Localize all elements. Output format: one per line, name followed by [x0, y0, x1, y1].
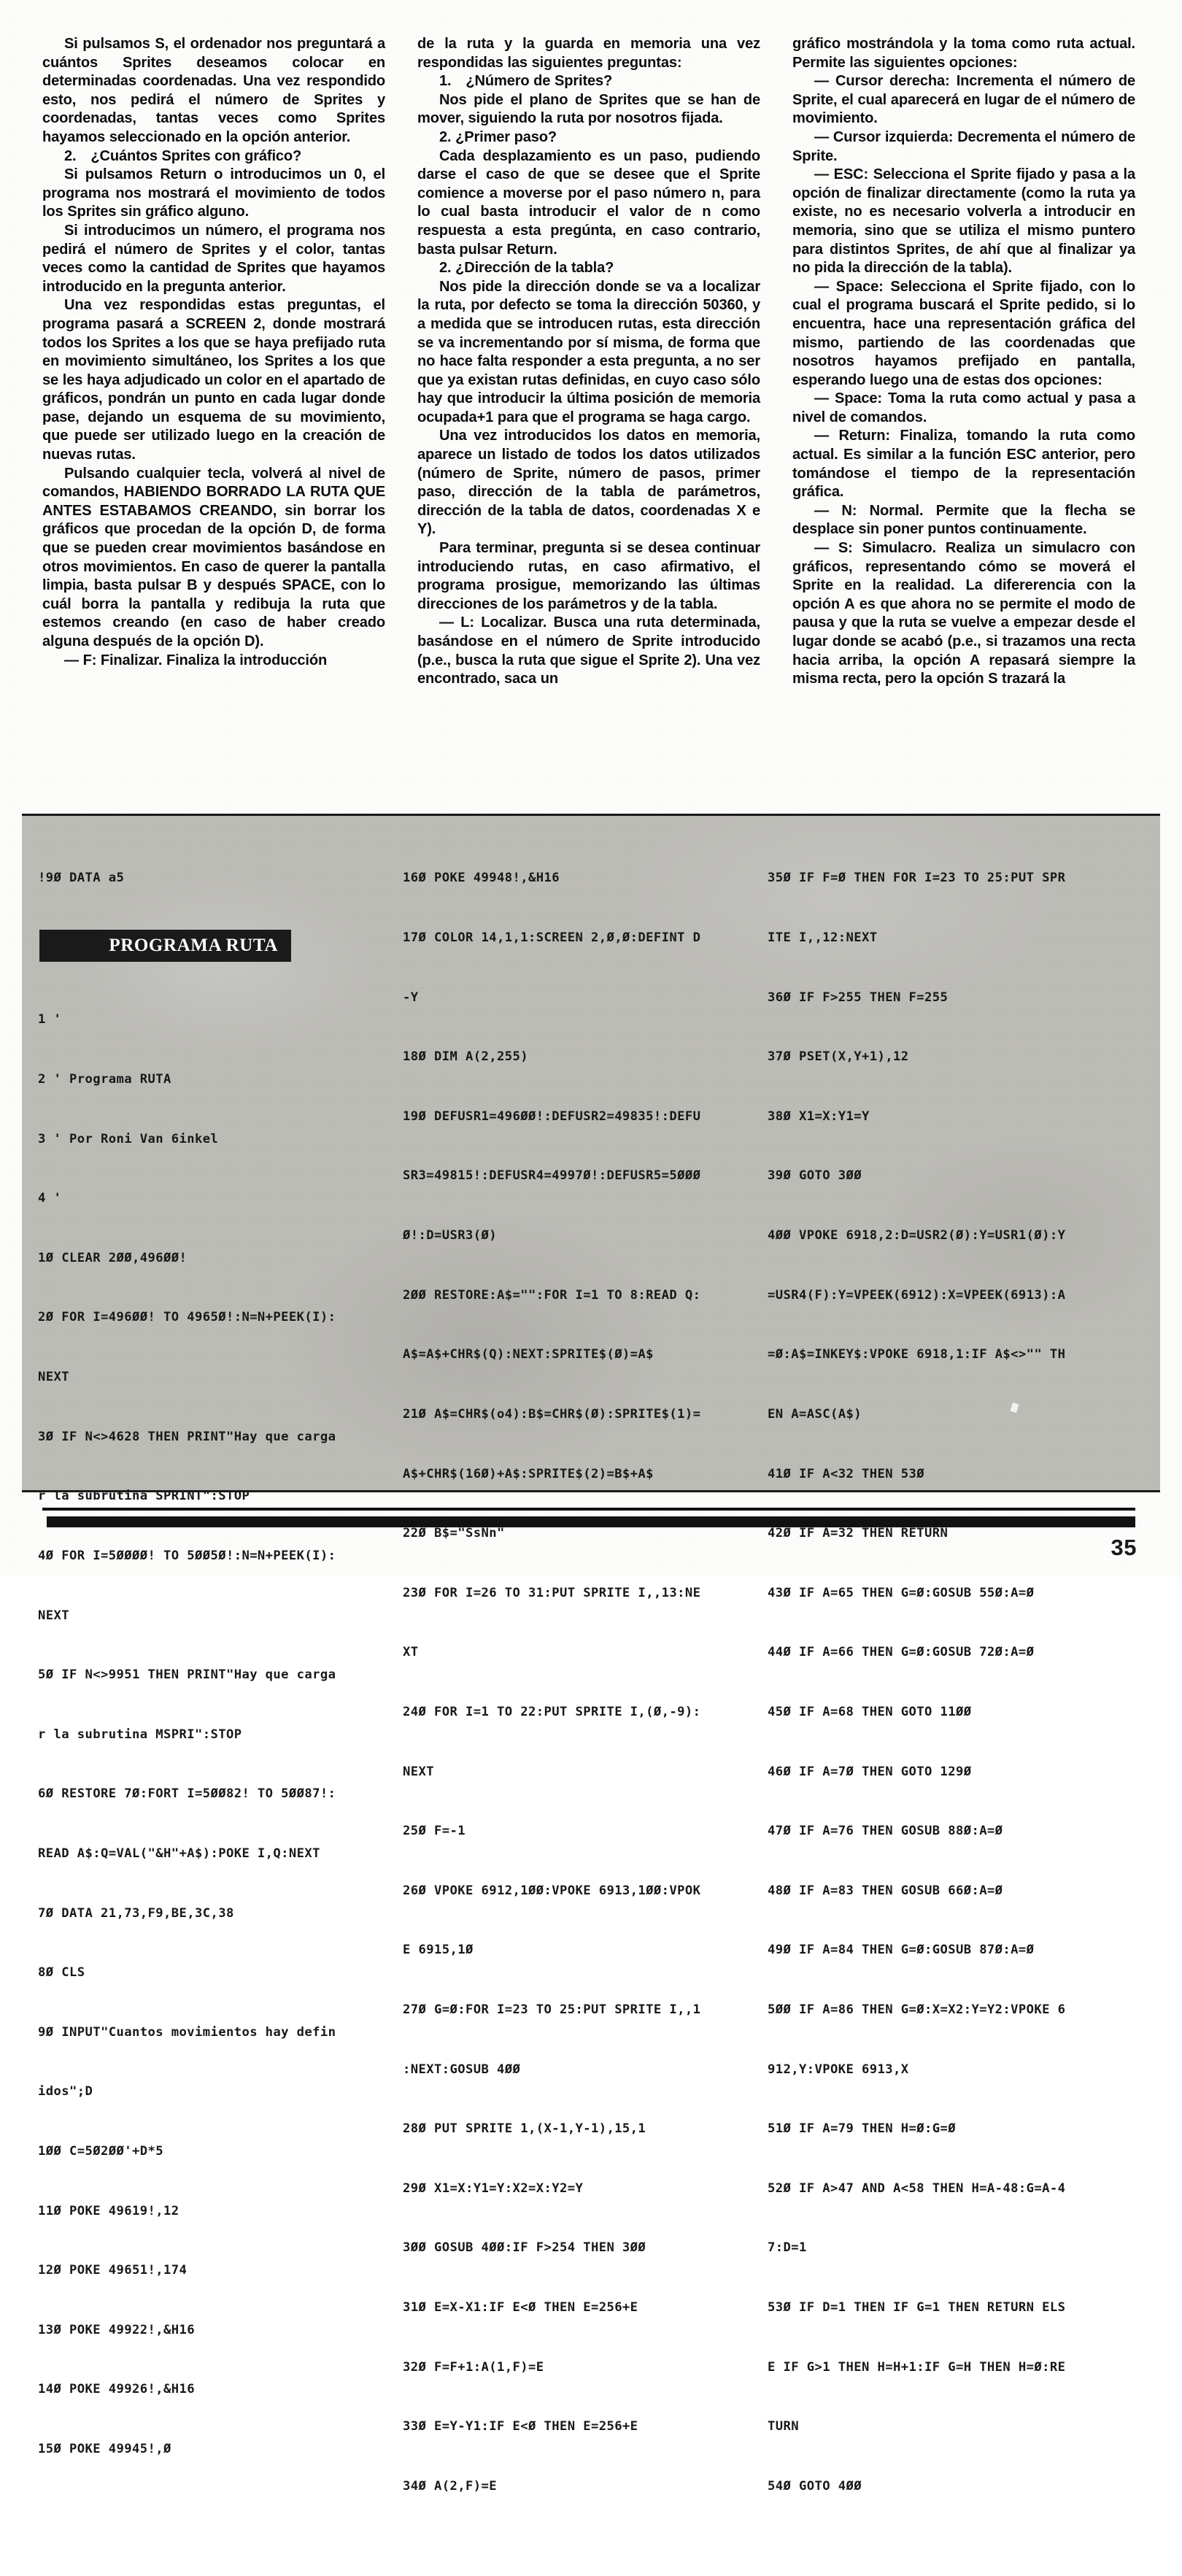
- code-line: SR3=49815!:DEFUSR4=4997Ø!:DEFUSR5=5ØØØ: [403, 1168, 701, 1184]
- code-line: A$=A$+CHR$(Q):NEXT:SPRITE$(Ø)=A$: [403, 1347, 654, 1362]
- code-line: 24Ø FOR I=1 TO 22:PUT SPRITE I,(Ø,-9):: [403, 1704, 701, 1719]
- code-line: A$+CHR$(16Ø)+A$:SPRITE$(2)=B$+A$: [403, 1466, 654, 1481]
- paragraph: 1. ¿Número de Sprites?: [439, 73, 613, 90]
- code-line: READ A$:Q=VAL("&H"+A$):POKE I,Q:NEXT: [38, 1846, 320, 1861]
- paragraph: — L: Localizar. Busca una ruta determinada, basándose en el número de Sprite introducido (p.e., busca la ruta que sigue el Sprite 2). Una vez encontrado, saca un: [417, 614, 760, 687]
- code-line: 17Ø COLOR 14,1,1:SCREEN 2,Ø,Ø:DEFINT D: [403, 930, 701, 946]
- code-columns: [22, 816, 1160, 2494]
- code-line: 32Ø F=F+1:A(1,F)=E: [403, 2359, 544, 2375]
- paragraph: Nos pide el plano de Sprites que se han de mover, siguiendo la ruta por nosotros fijada.: [417, 91, 760, 127]
- code-column-1: [38, 829, 403, 2457]
- code-line: 14Ø POKE 49926!,&H16: [38, 2382, 195, 2397]
- code-line: 25Ø F=-1: [403, 1824, 466, 1839]
- paragraph: Para terminar, pregunta si se desea continuar introduciendo rutas, en caso afirmativo, el programa prosigue, memorizando las últimas direcciones de los parámetros y de la tabla.: [417, 540, 760, 612]
- code-line: 21Ø A$=CHR$(o4):B$=CHR$(Ø):SPRITE$(1)=: [403, 1406, 701, 1422]
- paragraph: — Space: Selecciona el Sprite fijado, con lo cual el programa buscará el Sprite pedido, si lo encuentra, hace una representación gráfica del mismo, partiendo de las coordenadas que nosotros hayamos prefijado en pantalla, esperando luego una de estas dos opciones:: [792, 278, 1135, 388]
- code-line: ITE I,,12:NEXT: [768, 930, 878, 946]
- code-line: 42Ø IF A=32 THEN RETURN: [768, 1526, 949, 1541]
- paragraph: 2. ¿Cuántos Sprites con gráfico?: [64, 147, 302, 164]
- code-line: =USR4(F):Y=VPEEK(6912):X=VPEEK(6913):A: [768, 1287, 1066, 1303]
- code-line: idos";D: [38, 2084, 93, 2099]
- paragraph: — ESC: Selecciona el Sprite fijado y pasa a la opción de finalizar directamente (como la ruta ya existe, no es necesario volverla a introducir en memoria, sino que se utiliza el mismo puntero para distintos Sprites, de ahí que al finalizar ya no pida la dirección de la tabla).: [792, 166, 1135, 277]
- code-line: 19Ø DEFUSR1=496ØØ!:DEFUSR2=49835!:DEFU: [403, 1108, 701, 1124]
- code-line: 43Ø IF A=65 THEN G=Ø:GOSUB 55Ø:A=Ø: [768, 1585, 1035, 1600]
- code-line: :NEXT:GOSUB 4ØØ: [403, 2062, 521, 2077]
- code-column-2: [403, 829, 768, 2494]
- paragraph: Si introducimos un número, el programa nos pedirá el número de Sprites y el color, tantas veces como la cantidad de Sprites que hayamos introducido en la pregunta anterior.: [42, 222, 385, 295]
- code-line: 22Ø B$="SsNn": [403, 1526, 505, 1541]
- code-line: 45Ø IF A=68 THEN GOTO 11ØØ: [768, 1704, 972, 1719]
- code-line: 9Ø INPUT"Cuantos movimientos hay defin: [38, 2024, 336, 2040]
- code-line: 38Ø X1=X:Y1=Y: [768, 1108, 870, 1124]
- paragraph: Si pulsamos S, el ordenador nos preguntará a cuántos Sprites deseamos colocar en determinadas coordenadas. Una vez respondido esto, nos pedirá el número de Sprites y coordenadas, tantas veces como Sprites hayamos seleccionado en la opción anterior.: [42, 36, 385, 145]
- code-line: 15Ø POKE 49945!,Ø: [38, 2442, 171, 2457]
- code-line: 29Ø X1=X:Y1=Y:X2=X:Y2=Y: [403, 2180, 584, 2196]
- paragraph: Pulsando cualquier tecla, volverá al nivel de comandos, HABIENDO BORRADO LA RUTA QUE ANTES ESTABAMOS CREANDO, sin borrar los gráficos que procedan de la opción D, de forma que se pueden crear movimientos basándose en otros movimientos. En caso de querer la pantalla limpia, basta pulsar B y después SPACE, con lo cuál borra la pantalla y redibuja la ruta que estemos creando (en caso de haber creado alguna después de la opción D).: [42, 465, 385, 649]
- code-line: 5ØØ IF A=86 THEN G=Ø:X=X2:Y=Y2:VPOKE 6: [768, 2002, 1066, 2017]
- code-line: =Ø:A$=INKEY$:VPOKE 6918,1:IF A$<>"" TH: [768, 1347, 1066, 1362]
- code-line: 5Ø IF N<>9951 THEN PRINT"Hay que carga: [38, 1667, 336, 1683]
- paragraph: — F: Finalizar. Finaliza la introducción: [64, 652, 328, 668]
- code-line: XT: [403, 1645, 419, 1660]
- page-number: 35: [1110, 1535, 1137, 1560]
- paragraph: — Return: Finaliza, tomando la ruta como actual. Es similar a la función ESC anterior, pero tomándose el tiempo de la representación gráfica.: [792, 428, 1135, 501]
- code-line: 1 ': [38, 1012, 62, 1027]
- code-line: 49Ø IF A=84 THEN G=Ø:GOSUB 87Ø:A=Ø: [768, 1943, 1035, 1958]
- code-line: 52Ø IF A>47 AND A<58 THEN H=A-48:G=A-4: [768, 2180, 1066, 2196]
- code-line: r la subrutina MSPRI":STOP: [38, 1727, 242, 1742]
- code-line: 28Ø PUT SPRITE 1,(X-1,Y-1),15,1: [403, 2121, 646, 2137]
- code-line: 39Ø GOTO 3ØØ: [768, 1168, 862, 1184]
- code-line: EN A=ASC(A$): [768, 1406, 862, 1422]
- code-line: 8Ø CLS: [38, 1965, 85, 1981]
- code-line: 34Ø A(2,F)=E: [403, 2478, 497, 2494]
- paragraph: de la ruta y la guarda en memoria una vez respondidas las siguientes preguntas:: [417, 36, 760, 71]
- article-body: [42, 35, 1137, 779]
- code-line: !9Ø DATA a5: [38, 871, 125, 886]
- code-line: 4Ø FOR I=5ØØØØ! TO 5ØØ5Ø!:N=N+PEEK(I):: [38, 1548, 336, 1563]
- code-line: 12Ø POKE 49651!,174: [38, 2263, 188, 2278]
- code-line: 4ØØ VPOKE 6918,2:D=USR2(Ø):Y=USR1(Ø):Y: [768, 1228, 1066, 1243]
- code-line: NEXT: [403, 1764, 434, 1779]
- program-title-bar: [39, 930, 291, 962]
- code-line: 33Ø E=Y-Y1:IF E<Ø THEN E=256+E: [403, 2419, 638, 2434]
- code-line: -Y: [403, 990, 419, 1005]
- code-line: 3Ø IF N<>4628 THEN PRINT"Hay que carga: [38, 1429, 336, 1444]
- code-line: TURN: [768, 2419, 799, 2434]
- program-listing-panel: [22, 814, 1160, 2494]
- paragraph: — N: Normal. Permite que la flecha se desplace sin poner puntos continuamente.: [792, 502, 1135, 538]
- code-line: 2Ø FOR I=496ØØ! TO 4965Ø!:N=N+PEEK(I):: [38, 1310, 336, 1325]
- paragraph: — Cursor derecha: Incrementa el número de Sprite, el cual aparecerá en lugar de el número de movimiento.: [792, 73, 1135, 127]
- paragraph: Cada desplazamiento es un paso, pudiendo darse el caso de que se desee que el Sprite comience a moverse por el paso número n, para lo cual basta introducir el valor de n como respuesta a esta pregúnta, en caso contrario, basta pulsar Return.: [417, 147, 760, 258]
- code-line: E IF G>1 THEN H=H+1:IF G=H THEN H=Ø:RE: [768, 2359, 1066, 2375]
- code-line: NEXT: [38, 1608, 69, 1623]
- code-line: 36Ø IF F>255 THEN F=255: [768, 990, 949, 1005]
- code-line: NEXT: [38, 1370, 69, 1385]
- code-line: 13Ø POKE 49922!,&H16: [38, 2322, 195, 2337]
- article-column-2: [417, 35, 760, 779]
- code-line: 54Ø GOTO 4ØØ: [768, 2478, 862, 2494]
- code-line: 46Ø IF A=7Ø THEN GOTO 129Ø: [768, 1764, 972, 1779]
- paragraph: 2. ¿Dirección de la tabla?: [439, 260, 614, 277]
- paragraph: — Cursor izquierda: Decrementa el número de Sprite.: [792, 128, 1135, 164]
- code-line: 2ØØ RESTORE:A$="":FOR I=1 TO 8:READ Q:: [403, 1287, 701, 1303]
- code-line: 37Ø PSET(X,Y+1),12: [768, 1049, 909, 1065]
- code-line: 7Ø DATA 21,73,F9,BE,3C,38: [38, 1905, 234, 1921]
- code-line: r la subrutina SPRINT":STOP: [38, 1489, 250, 1504]
- code-line: 11Ø POKE 49619!,12: [38, 2203, 179, 2218]
- code-line: 35Ø IF F=Ø THEN FOR I=23 TO 25:PUT SPR: [768, 871, 1066, 886]
- code-line: 3 ' Por Roni Van 6inkel: [38, 1131, 219, 1146]
- code-line: 47Ø IF A=76 THEN GOSUB 88Ø:A=Ø: [768, 1824, 1003, 1839]
- paragraph: gráfico mostrándola y la toma como ruta actual. Permite las siguientes opciones:: [792, 36, 1135, 71]
- code-line: 48Ø IF A=83 THEN GOSUB 66Ø:A=Ø: [768, 1883, 1003, 1898]
- code-line: 16Ø POKE 49948!,&H16: [403, 871, 560, 886]
- code-line: 53Ø IF D=1 THEN IF G=1 THEN RETURN ELS: [768, 2300, 1066, 2315]
- code-line: 41Ø IF A<32 THEN 53Ø: [768, 1466, 924, 1481]
- code-line: 26Ø VPOKE 6912,1ØØ:VPOKE 6913,1ØØ:VPOK: [403, 1883, 701, 1898]
- code-line: Ø!:D=USR3(Ø): [403, 1228, 497, 1243]
- code-line: 1ØØ C=5Ø2ØØ'+D*5: [38, 2144, 163, 2159]
- paragraph: 2. ¿Primer paso?: [439, 128, 557, 145]
- paragraph: Una vez introducidos los datos en memoria, aparece un listado de todos los datos utilizados (número de Sprite, número de pasos, primer paso, dirección de la tabla de parámetros, dirección de la tabla de datos, coordenadas X e Y).: [417, 428, 760, 538]
- paragraph: — Space: Toma la ruta como actual y pasa a nivel de comandos.: [792, 390, 1135, 425]
- code-line: E 6915,1Ø: [403, 1943, 474, 1958]
- code-column-3: [768, 829, 1132, 2494]
- code-line: 18Ø DIM A(2,255): [403, 1049, 528, 1065]
- code-line: 6Ø RESTORE 7Ø:FORT I=5ØØ82! TO 5ØØ87!:: [38, 1786, 336, 1802]
- article-column-1: [42, 35, 385, 779]
- code-line: 51Ø IF A=79 THEN H=Ø:G=Ø: [768, 2121, 956, 2137]
- code-line: 44Ø IF A=66 THEN G=Ø:GOSUB 72Ø:A=Ø: [768, 1645, 1035, 1660]
- code-line: 2 ' Programa RUTA: [38, 1072, 171, 1087]
- paragraph: Una vez respondidas estas preguntas, el programa pasará a SCREEN 2, donde mostrará todos los Sprites a los que se haya prefijado ruta en movimiento simultáneo, los Sprites a los que se les haya adjudicado un color en el apartado de gráficos, pondrán un punto en cada lugar donde pase, dejando un esquema de su movimiento, que puede ser utilizado luego en la creación de nuevas rutas.: [42, 297, 385, 463]
- program-title-text: PROGRAMA RUTA: [109, 936, 278, 956]
- article-column-3: [792, 35, 1135, 779]
- code-line: 27Ø G=Ø:FOR I=23 TO 25:PUT SPRITE I,,1: [403, 2002, 701, 2017]
- paragraph: Si pulsamos Return o introducimos un 0, el programa nos mostrará el movimiento de todos los Sprites sin gráfico alguno.: [42, 166, 385, 220]
- code-line: 1Ø CLEAR 2ØØ,496ØØ!: [38, 1250, 188, 1265]
- paragraph: Nos pide la dirección donde se va a localizar la ruta, por defecto se toma la dirección 50360, y a medida que se introducen rutas, esta dirección se va incrementando por sí misma, de forma que no hace falta responder a esta pregunta, a no ser que ya existan rutas definidas, en cuyo caso sólo hay que introducir la última posición de memoria ocupada+1 para que el programa se haga cargo.: [417, 278, 760, 425]
- code-line: 4 ': [38, 1191, 62, 1206]
- code-line: 3ØØ GOSUB 4ØØ:IF F>254 THEN 3ØØ: [403, 2240, 646, 2256]
- code-line: 7:D=1: [768, 2240, 807, 2256]
- code-line: 23Ø FOR I=26 TO 31:PUT SPRITE I,,13:NE: [403, 1585, 701, 1600]
- code-line: 912,Y:VPOKE 6913,X: [768, 2062, 909, 2077]
- code-line: 31Ø E=X-X1:IF E<Ø THEN E=256+E: [403, 2300, 638, 2315]
- paragraph: — S: Simulacro. Realiza un simulacro con gráficos, representando cómo se moverá el Sprite en la realidad. La difererencia con la opción A es que ahora no se permite el modo de pausa y que la ruta se vuelve a empezar desde el lugar donde se acabó (p.e., si trazamos una recta hacia arriba, la opción A repasará siempre la misma recta, pero la opción S trazará la: [792, 540, 1135, 687]
